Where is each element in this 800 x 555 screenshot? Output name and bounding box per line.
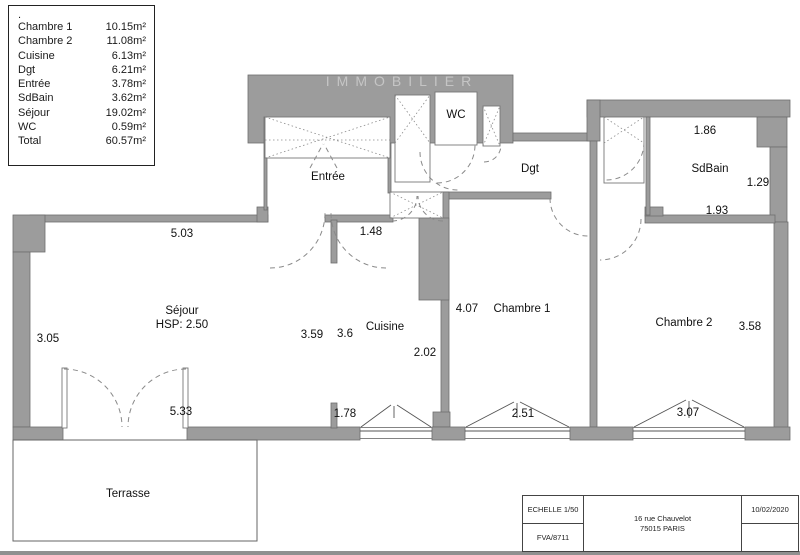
dim-label: 3.58 — [738, 321, 762, 333]
door-arc — [128, 369, 186, 427]
dim-label: 1.48 — [359, 226, 383, 238]
dim-label: 3.59 — [300, 329, 324, 341]
legend-room-name: WC — [18, 121, 37, 134]
legend-room-area: 3.62m² — [111, 92, 146, 105]
dim-label: 3.07 — [676, 407, 700, 419]
dim-label: 2.51 — [511, 408, 535, 420]
legend-room-name: Chambre 2 — [18, 35, 73, 48]
wall-segment — [646, 117, 650, 215]
legend-room-name: Entrée — [18, 78, 51, 91]
legend-row — [18, 20, 154, 34]
address-cell — [584, 496, 741, 551]
door-arc — [64, 369, 122, 427]
legend-room-area: 0.59m² — [111, 121, 146, 134]
window-cuisine — [360, 428, 432, 439]
wall-segment — [587, 100, 790, 117]
room-label-sejour-hsp: HSP: 2.50 — [155, 319, 209, 331]
wall-segment — [432, 427, 465, 440]
legend-row — [18, 134, 154, 148]
legend-row — [18, 63, 154, 77]
dim-label: 2.02 — [413, 347, 437, 359]
dim-label: 5.03 — [170, 228, 194, 240]
dim-label: 4.07 — [455, 303, 479, 315]
legend-room-name: Séjour — [18, 106, 50, 119]
legend-row — [18, 106, 154, 120]
window-chambre2 — [633, 428, 745, 439]
date-cell: 10/02/2020 — [742, 496, 798, 524]
door-arc — [484, 145, 501, 162]
legend-room-area: 60.57m² — [105, 135, 146, 148]
wall-segment — [13, 215, 45, 252]
legend-room-area: 10.15m² — [105, 21, 146, 33]
empty-cell — [742, 524, 798, 551]
legend-room-name: Chambre 1 — [18, 21, 73, 33]
legend-room-area: 19.02m² — [105, 106, 146, 119]
legend-row — [18, 120, 154, 134]
dim-label: 1.93 — [705, 205, 729, 217]
legend-room-area: 11.08m² — [106, 35, 146, 48]
legend-dot: . — [18, 9, 22, 21]
dim-label: 1.78 — [333, 408, 357, 420]
legend-room-area: 6.13m² — [111, 49, 146, 62]
room-label-chambre2: Chambre 2 — [655, 317, 713, 329]
room-label-entree: Entrée — [311, 171, 345, 183]
wall-segment — [774, 222, 788, 432]
room-label-wc: WC — [446, 109, 466, 121]
title-block-address-column — [584, 496, 742, 551]
dim-label: 1.86 — [693, 125, 717, 137]
door-arc — [270, 213, 325, 268]
room-label-chambre1: Chambre 1 — [493, 303, 551, 315]
wall-segment — [433, 412, 450, 427]
dim-label: 5.33 — [169, 406, 193, 418]
door-arc — [550, 198, 588, 236]
wall-segment — [745, 427, 790, 440]
room-label-sdbain: SdBain — [691, 163, 729, 175]
legend-row — [18, 77, 154, 91]
wall-segment — [587, 100, 600, 141]
title-block — [522, 495, 799, 552]
wall-segment — [770, 147, 787, 222]
reference-cell: FVA/8711 — [536, 533, 570, 542]
window-chambre1 — [465, 428, 570, 439]
closet — [395, 95, 430, 182]
watermark-text: IMMOBILIER — [325, 73, 479, 89]
closet — [604, 117, 644, 183]
legend-room-area: 6.21m² — [111, 63, 146, 76]
dim-label: 1.29 — [746, 177, 770, 189]
legend-row — [18, 91, 154, 105]
wall-segment — [30, 215, 268, 222]
address-line1: 16 rue Chauvelot — [633, 513, 692, 523]
legend-row — [18, 34, 154, 48]
closet — [265, 117, 390, 158]
windows — [360, 400, 745, 439]
window-swing-marker — [361, 405, 431, 427]
doors — [270, 142, 644, 268]
wall-segment — [331, 220, 337, 263]
scale-cell: ECHELLE 1/50 — [523, 496, 583, 524]
legend-room-name: Dgt — [18, 63, 36, 76]
terrace — [13, 368, 257, 541]
wall-segment — [513, 133, 597, 141]
door-leaf — [183, 368, 188, 428]
room-label-terrasse: Terrasse — [105, 488, 151, 500]
dim-label: 3.6 — [337, 328, 353, 340]
room-label-cuisine: Cuisine — [365, 321, 405, 333]
dim-label: 3.05 — [36, 333, 60, 345]
wall-segment — [187, 427, 360, 440]
room-label-sejour: Séjour — [165, 305, 199, 317]
door-arc — [600, 219, 641, 260]
title-block-left-column — [523, 496, 584, 551]
wall-segment — [570, 427, 633, 440]
door-leaf — [62, 368, 67, 428]
wall-segment — [13, 252, 30, 427]
legend-room-name: Cuisine — [18, 49, 55, 62]
legend-room-area: 3.78m² — [111, 78, 146, 91]
wall-segment — [441, 192, 551, 199]
legend-room-name: SdBain — [18, 92, 54, 105]
wall-segment — [757, 117, 787, 147]
title-block-right-column — [742, 496, 798, 551]
wall-segment — [419, 218, 449, 300]
legend-row — [18, 49, 154, 63]
address-line2: 75015 PARIS — [640, 523, 685, 533]
room-label-dgt: Dgt — [521, 163, 539, 175]
door-arc — [437, 145, 475, 183]
area-legend — [8, 5, 155, 166]
legend-room-name: Total — [18, 135, 42, 148]
wall-segment — [590, 141, 597, 427]
